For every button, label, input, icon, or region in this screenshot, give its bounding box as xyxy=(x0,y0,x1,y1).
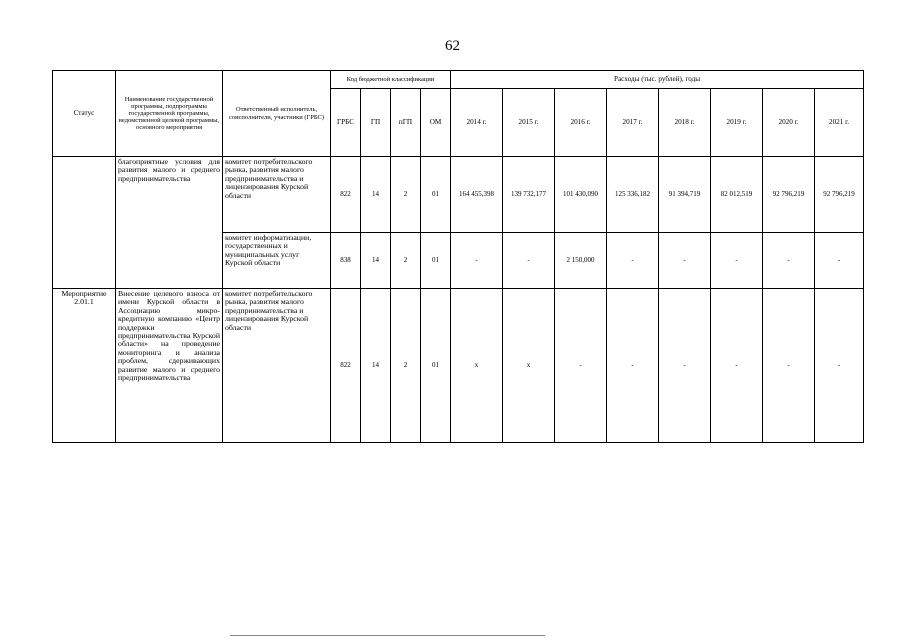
pgp-cell: 2 xyxy=(391,289,421,443)
budget-table xyxy=(52,70,864,443)
gp-cell: 14 xyxy=(361,289,391,443)
grbs-cell: 822 xyxy=(331,157,361,233)
program-text-cell: Внесение целевого взноса от имени Курской области в Ассоциацию микро-кредитную компанию «Центр поддержки предпринимательства Курской области» на проведение мониторинга и анализа проблем, сдерживающих развитие малого и среднего предпринимательства xyxy=(116,289,223,443)
pgp-cell: 2 xyxy=(391,157,421,233)
pgp-cell: 2 xyxy=(391,233,421,289)
year-header: 2014 г. xyxy=(451,89,503,157)
value-cell: 92 796,219 xyxy=(815,157,864,233)
year-header: 2021 г. xyxy=(815,89,864,157)
gp-cell: 14 xyxy=(361,157,391,233)
status-cell xyxy=(53,157,116,289)
grbs-cell: 838 xyxy=(331,233,361,289)
pgp-header: пГП xyxy=(391,89,421,157)
value-cell: - xyxy=(711,289,763,443)
value-cell: - xyxy=(763,233,815,289)
status-cell: Мероприятие 2.01.1 xyxy=(53,289,116,443)
value-cell: 2 150,000 xyxy=(555,233,607,289)
year-header: 2017 г. xyxy=(607,89,659,157)
program-name-header: Наименование государственной программы, подпрограммы государственной программы, ведомственной целевой программы, основного мероприятия xyxy=(116,71,223,157)
program-text-cell: благоприятные условия для развития малого и среднего предпринимательства xyxy=(116,157,223,289)
value-cell: - xyxy=(451,233,503,289)
year-header: 2015 г. xyxy=(503,89,555,157)
value-cell: - xyxy=(763,289,815,443)
om-cell: 01 xyxy=(421,289,451,443)
grbs-header: ГРБС xyxy=(331,89,361,157)
header-row-1 xyxy=(53,71,864,89)
page-number: 62 xyxy=(445,38,460,54)
responsible-cell: комитет потребительского рынка, развития малого предпринимательства и лицензирования Курской области xyxy=(223,157,331,233)
value-cell: - xyxy=(555,289,607,443)
om-cell: 01 xyxy=(421,233,451,289)
table-row xyxy=(53,289,864,443)
value-cell: - xyxy=(607,233,659,289)
value-cell: - xyxy=(659,233,711,289)
responsible-header: Ответственный исполнитель, соисполнители, участники (ГРБС) xyxy=(223,71,331,157)
value-cell: 82 012,519 xyxy=(711,157,763,233)
year-header: 2018 г. xyxy=(659,89,711,157)
value-cell: 139 732,177 xyxy=(503,157,555,233)
table-row xyxy=(53,157,864,233)
value-cell: 101 430,090 xyxy=(555,157,607,233)
year-header: 2016 г. xyxy=(555,89,607,157)
om-cell: 01 xyxy=(421,157,451,233)
value-cell: 92 796,219 xyxy=(763,157,815,233)
year-header: 2020 г. xyxy=(763,89,815,157)
value-cell: 125 336,182 xyxy=(607,157,659,233)
value-cell: 91 394,719 xyxy=(659,157,711,233)
expenses-header: Расходы (тыс. рублей), годы xyxy=(451,71,864,89)
value-cell: - xyxy=(659,289,711,443)
value-cell: 164 455,398 xyxy=(451,157,503,233)
om-header: ОМ xyxy=(421,89,451,157)
value-cell: - xyxy=(503,233,555,289)
value-cell: - xyxy=(815,233,864,289)
year-header: 2019 г. xyxy=(711,89,763,157)
status-header: Статус xyxy=(53,71,116,157)
value-cell: - xyxy=(711,233,763,289)
gp-cell: 14 xyxy=(361,233,391,289)
value-cell: х xyxy=(451,289,503,443)
value-cell: х xyxy=(503,289,555,443)
budget-code-header: Код бюджетной классификации xyxy=(331,71,451,89)
responsible-cell: комитет информатизации, государственных и муниципальных услуг Курской области xyxy=(223,233,331,289)
scan-bottom-rule xyxy=(230,635,545,636)
grbs-cell: 822 xyxy=(331,289,361,443)
gp-header: ГП xyxy=(361,89,391,157)
value-cell: - xyxy=(607,289,659,443)
responsible-cell: комитет потребительского рынка, развития малого предпринимательства и лицензирования Курской области xyxy=(223,289,331,443)
value-cell: - xyxy=(815,289,864,443)
